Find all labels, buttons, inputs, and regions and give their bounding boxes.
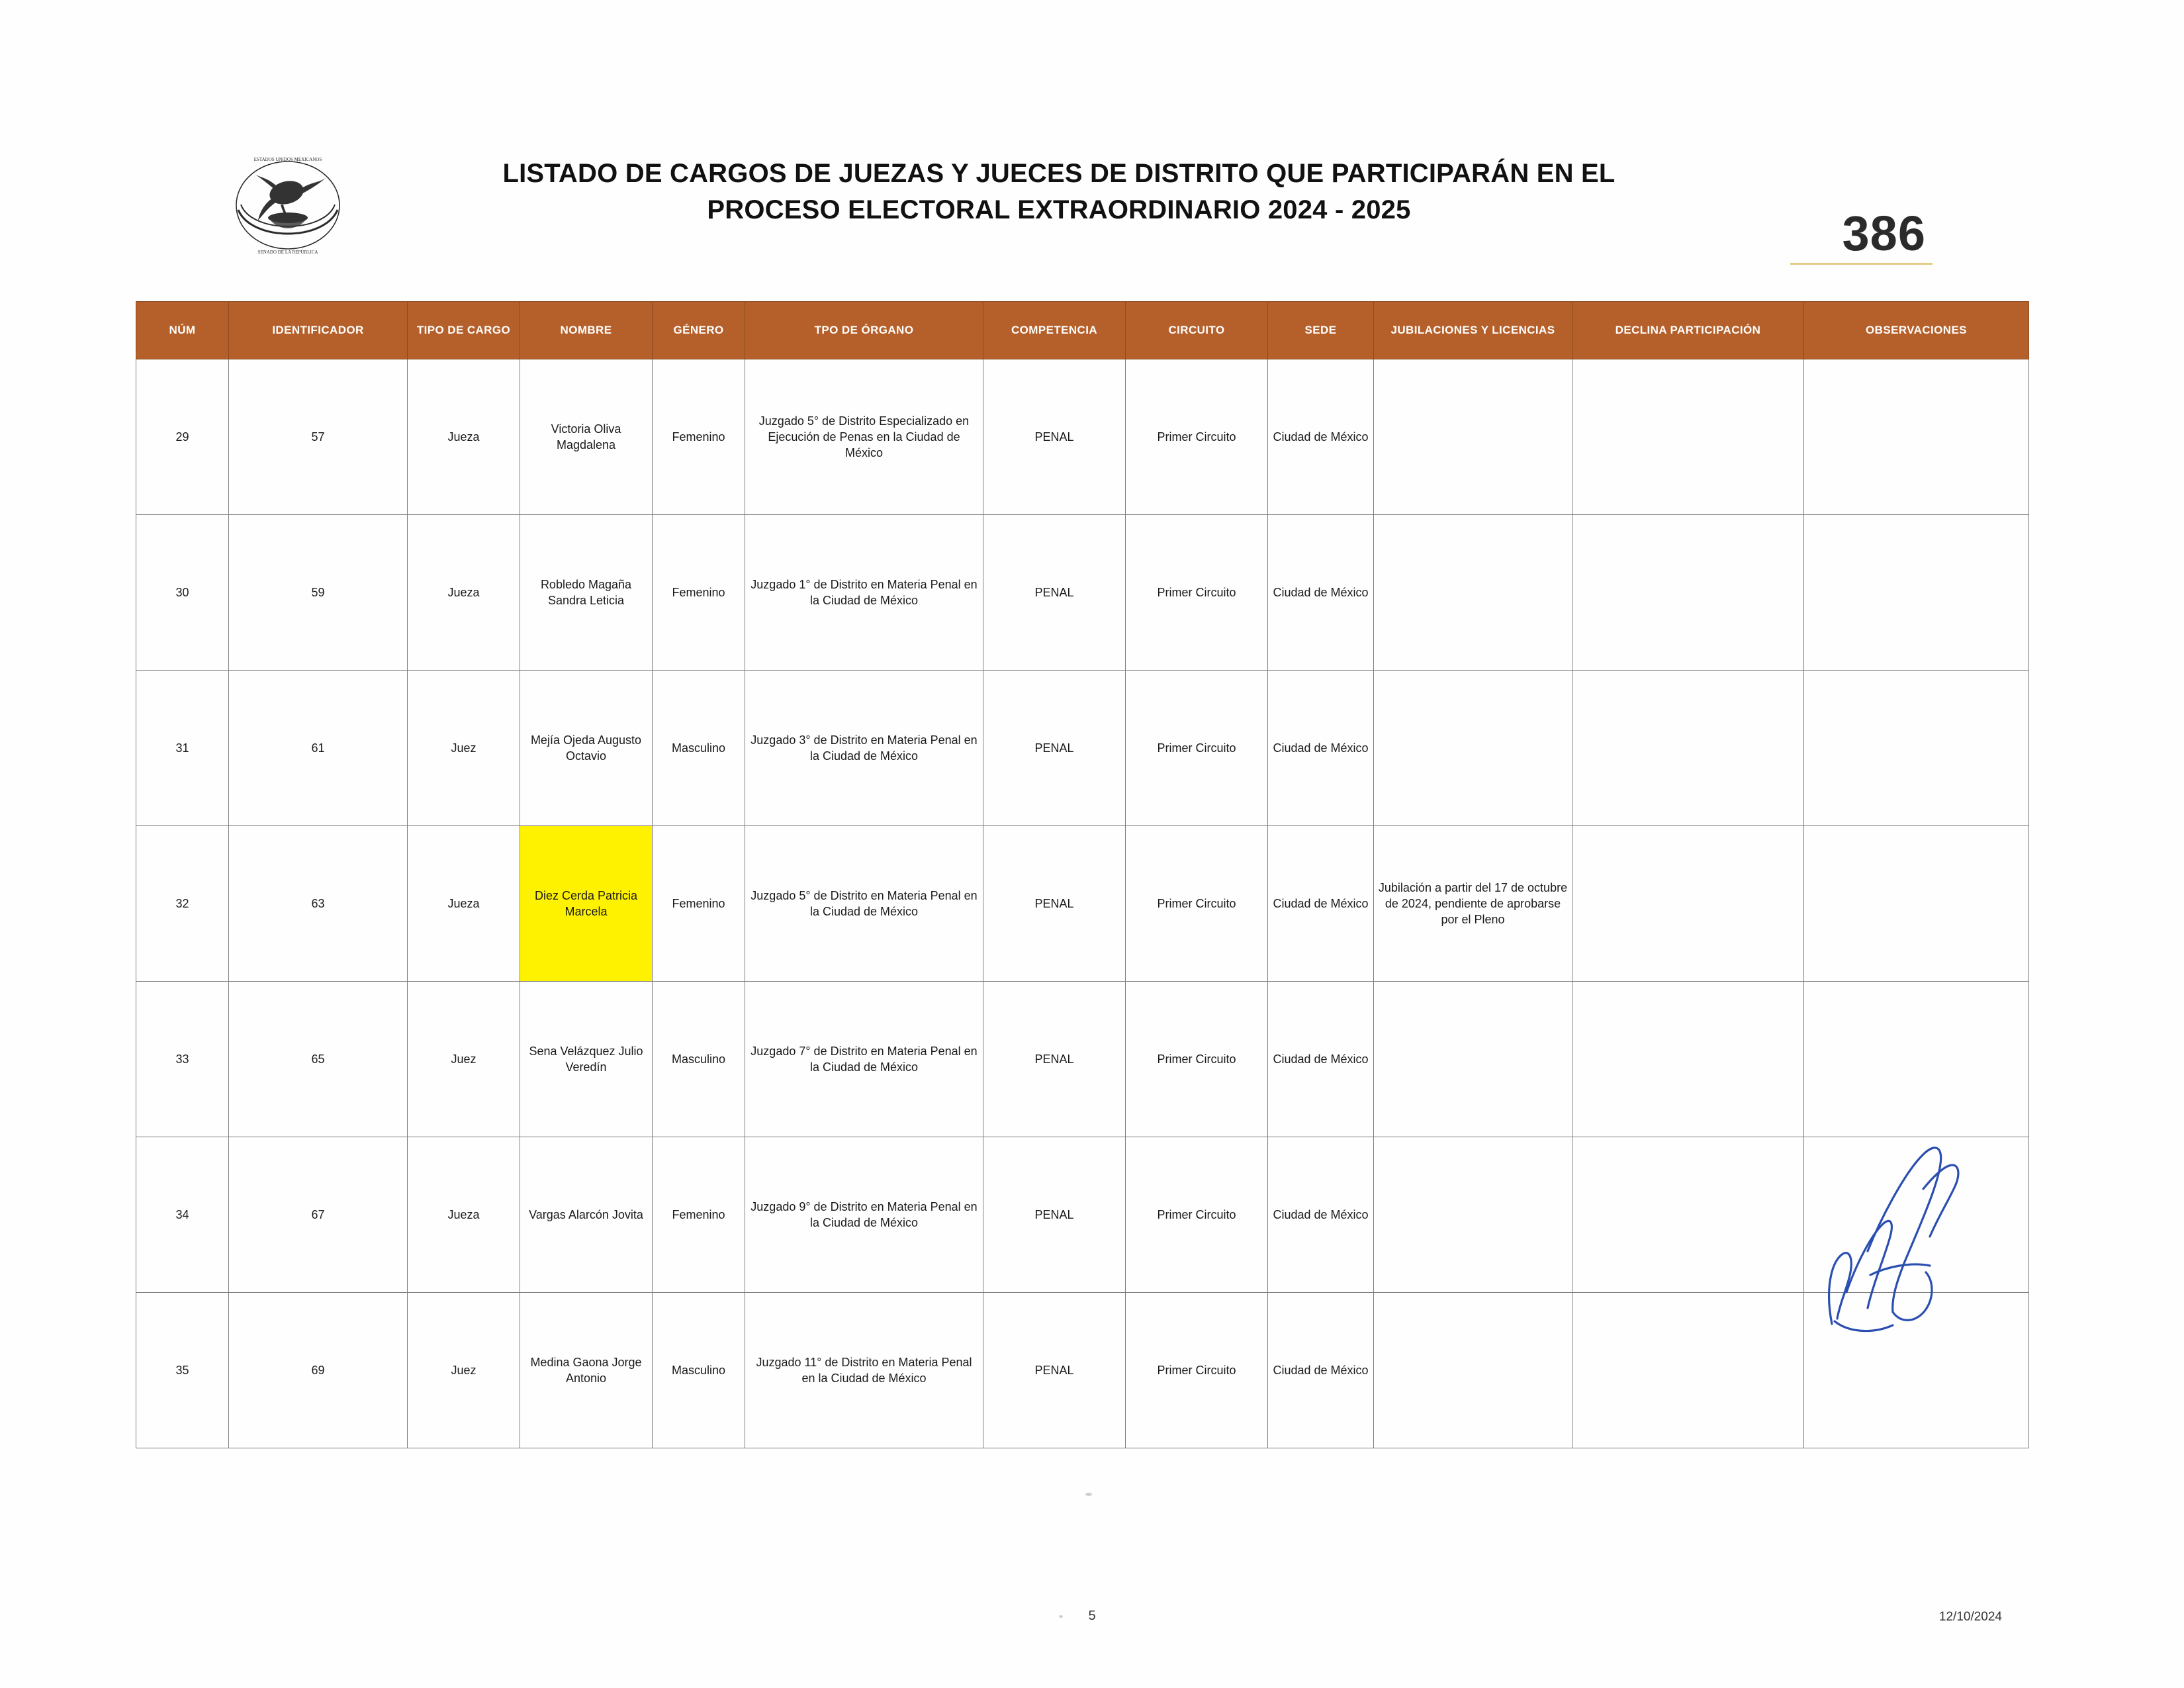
- cell-genero: Masculino: [653, 1293, 745, 1448]
- cell-nombre: Victoria Oliva Magdalena: [520, 359, 653, 515]
- table-row: [136, 1293, 2029, 1448]
- cell-observaciones: [1804, 359, 2029, 515]
- cell-jubilaciones: [1374, 1293, 1572, 1448]
- cell-tipo-cargo: Jueza: [408, 826, 520, 982]
- cell-declina: [1572, 982, 1804, 1137]
- table-header-row: [136, 302, 2029, 359]
- cell-sede: Ciudad de México: [1268, 1137, 1374, 1293]
- column-header-competencia: COMPETENCIA: [983, 302, 1126, 359]
- cell-num: 31: [136, 671, 229, 826]
- column-header-circuito: CIRCUITO: [1126, 302, 1268, 359]
- cell-jubilaciones: [1374, 671, 1572, 826]
- cell-tipo-cargo: Jueza: [408, 1137, 520, 1293]
- listado-table: [136, 301, 2029, 1448]
- cell-tipo-cargo: Juez: [408, 982, 520, 1137]
- cell-competencia: PENAL: [983, 982, 1126, 1137]
- cell-sede: Ciudad de México: [1268, 671, 1374, 826]
- cell-tipo-organo: Juzgado 1° de Distrito en Materia Penal en la Ciudad de México: [745, 515, 983, 671]
- table-row: [136, 1137, 2029, 1293]
- cell-jubilaciones: [1374, 515, 1572, 671]
- cell-num: 35: [136, 1293, 229, 1448]
- cell-tipo-cargo: Jueza: [408, 515, 520, 671]
- listado-table-container: [136, 301, 2028, 1448]
- stamp-underline: [1790, 263, 1933, 265]
- svg-text:SENADO DE LA REPÚBLICA: SENADO DE LA REPÚBLICA: [257, 250, 318, 255]
- cell-nombre: Mejía Ojeda Augusto Octavio: [520, 671, 653, 826]
- cell-tipo-organo: Juzgado 9° de Distrito en Materia Penal en la Ciudad de México: [745, 1137, 983, 1293]
- table-row: [136, 826, 2029, 982]
- cell-tipo-organo: Juzgado 7° de Distrito en Materia Penal en la Ciudad de México: [745, 982, 983, 1137]
- column-header-nombre: NOMBRE: [520, 302, 653, 359]
- cell-competencia: PENAL: [983, 826, 1126, 982]
- stamp-page-number: 386: [1842, 206, 1926, 261]
- cell-sede: Ciudad de México: [1268, 826, 1374, 982]
- cell-sede: Ciudad de México: [1268, 1293, 1374, 1448]
- cell-genero: Masculino: [653, 982, 745, 1137]
- scan-speck: [1085, 1493, 1092, 1496]
- cell-circuito: Primer Circuito: [1126, 1293, 1268, 1448]
- cell-num: 29: [136, 359, 229, 515]
- cell-competencia: PENAL: [983, 359, 1126, 515]
- cell-identificador: 61: [229, 671, 408, 826]
- cell-circuito: Primer Circuito: [1126, 982, 1268, 1137]
- cell-competencia: PENAL: [983, 671, 1126, 826]
- cell-declina: [1572, 826, 1804, 982]
- cell-tipo-cargo: Jueza: [408, 359, 520, 515]
- cell-circuito: Primer Circuito: [1126, 359, 1268, 515]
- cell-tipo-organo: Juzgado 5° de Distrito Especializado en Ejecución de Penas en la Ciudad de México: [745, 359, 983, 515]
- cell-nombre: Medina Gaona Jorge Antonio: [520, 1293, 653, 1448]
- column-header-observaciones: OBSERVACIONES: [1804, 302, 2029, 359]
- scan-speck: [1059, 1615, 1063, 1618]
- column-header-identificador: IDENTIFICADOR: [229, 302, 408, 359]
- document-title: [371, 156, 1747, 228]
- document-header: [0, 142, 2184, 268]
- column-header-jubilaciones-licencias: JUBILACIONES Y LICENCIAS: [1374, 302, 1572, 359]
- table-row: [136, 359, 2029, 515]
- table-row: [136, 671, 2029, 826]
- cell-declina: [1572, 671, 1804, 826]
- cell-circuito: Primer Circuito: [1126, 826, 1268, 982]
- cell-jubilaciones: [1374, 1137, 1572, 1293]
- cell-nombre: Robledo Magaña Sandra Leticia: [520, 515, 653, 671]
- cell-tipo-organo: Juzgado 11° de Distrito en Materia Penal en la Ciudad de México: [745, 1293, 983, 1448]
- cell-identificador: 59: [229, 515, 408, 671]
- table-row: [136, 515, 2029, 671]
- cell-tipo-cargo: Juez: [408, 671, 520, 826]
- cell-jubilaciones: Jubilación a partir del 17 de octubre de 2024, pendiente de aprobarse por el Pleno: [1374, 826, 1572, 982]
- cell-sede: Ciudad de México: [1268, 515, 1374, 671]
- cell-tipo-organo: Juzgado 3° de Distrito en Materia Penal en la Ciudad de México: [745, 671, 983, 826]
- footer-page-number: 5: [1088, 1609, 1096, 1623]
- cell-competencia: PENAL: [983, 1137, 1126, 1293]
- cell-tipo-cargo: Juez: [408, 1293, 520, 1448]
- cell-nombre-highlighted: Diez Cerda Patricia Marcela: [520, 826, 653, 982]
- document-title-line-1: LISTADO DE CARGOS DE JUEZAS Y JUECES DE DISTRITO QUE PARTICIPARÁN EN EL: [502, 159, 1615, 188]
- cell-declina: [1572, 515, 1804, 671]
- cell-declina: [1572, 1137, 1804, 1293]
- cell-num: 34: [136, 1137, 229, 1293]
- cell-identificador: 67: [229, 1137, 408, 1293]
- cell-declina: [1572, 1293, 1804, 1448]
- svg-text:ESTADOS UNIDOS MEXICANOS: ESTADOS UNIDOS MEXICANOS: [253, 157, 322, 162]
- cell-observaciones: [1804, 515, 2029, 671]
- cell-genero: Femenino: [653, 1137, 745, 1293]
- column-header-sede: SEDE: [1268, 302, 1374, 359]
- cell-sede: Ciudad de México: [1268, 359, 1374, 515]
- column-header-genero: GÉNERO: [653, 302, 745, 359]
- document-title-line-2: PROCESO ELECTORAL EXTRAORDINARIO 2024 - 2025: [707, 195, 1411, 225]
- cell-nombre: Vargas Alarcón Jovita: [520, 1137, 653, 1293]
- cell-observaciones: [1804, 671, 2029, 826]
- cell-genero: Femenino: [653, 826, 745, 982]
- column-header-tipo-de-cargo: TIPO DE CARGO: [408, 302, 520, 359]
- cell-genero: Femenino: [653, 515, 745, 671]
- cell-genero: Masculino: [653, 671, 745, 826]
- cell-identificador: 57: [229, 359, 408, 515]
- cell-num: 30: [136, 515, 229, 671]
- cell-nombre: Sena Velázquez Julio Veredín: [520, 982, 653, 1137]
- cell-identificador: 69: [229, 1293, 408, 1448]
- cell-sede: Ciudad de México: [1268, 982, 1374, 1137]
- footer-date: 12/10/2024: [1938, 1610, 2002, 1624]
- table-row: [136, 982, 2029, 1137]
- cell-competencia: PENAL: [983, 1293, 1126, 1448]
- cell-circuito: Primer Circuito: [1126, 515, 1268, 671]
- cell-tipo-organo: Juzgado 5° de Distrito en Materia Penal en la Ciudad de México: [745, 826, 983, 982]
- cell-observaciones: [1804, 982, 2029, 1137]
- cell-circuito: Primer Circuito: [1126, 1137, 1268, 1293]
- mexican-coat-of-arms-icon: [212, 149, 364, 261]
- column-header-declina-participacion: DECLINA PARTICIPACIÓN: [1572, 302, 1804, 359]
- cell-declina: [1572, 359, 1804, 515]
- column-header-num: NÚM: [136, 302, 229, 359]
- cell-jubilaciones: [1374, 359, 1572, 515]
- cell-jubilaciones: [1374, 982, 1572, 1137]
- cell-num: 33: [136, 982, 229, 1137]
- cell-identificador: 65: [229, 982, 408, 1137]
- cell-observaciones: [1804, 1293, 2029, 1448]
- column-header-tipo-de-organo: TPO DE ÓRGANO: [745, 302, 983, 359]
- cell-circuito: Primer Circuito: [1126, 671, 1268, 826]
- cell-observaciones: [1804, 1137, 2029, 1293]
- cell-competencia: PENAL: [983, 515, 1126, 671]
- cell-observaciones: [1804, 826, 2029, 982]
- cell-num: 32: [136, 826, 229, 982]
- cell-genero: Femenino: [653, 359, 745, 515]
- cell-identificador: 63: [229, 826, 408, 982]
